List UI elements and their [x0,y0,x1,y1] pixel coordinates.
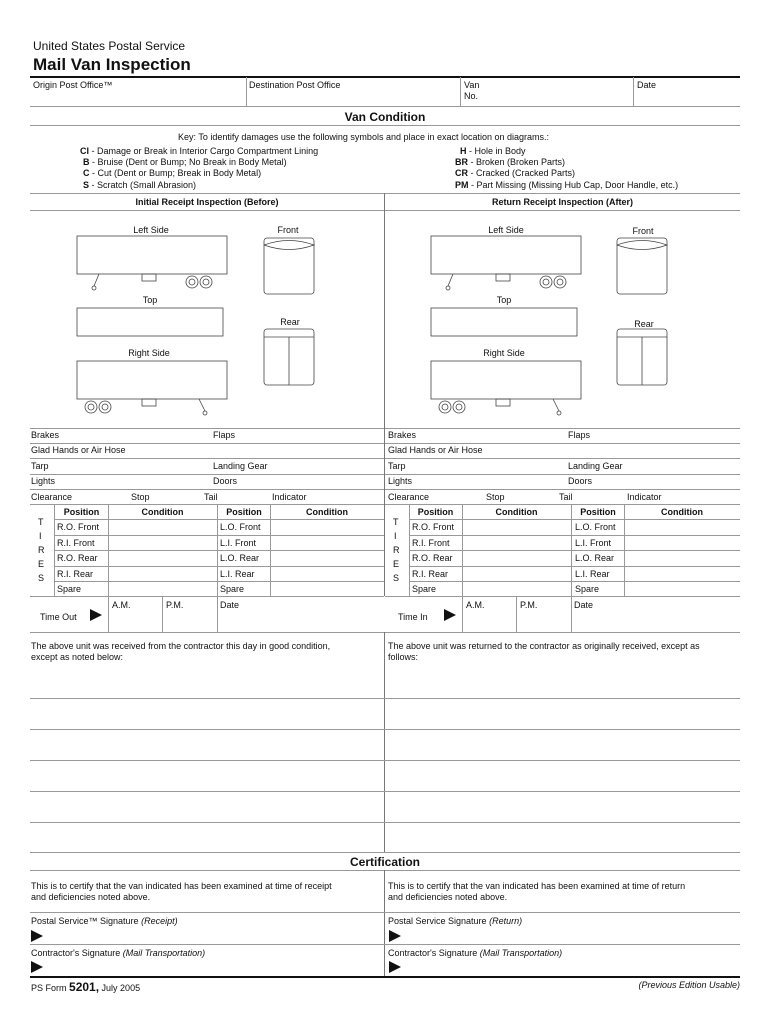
divider [384,428,385,596]
notes-line[interactable] [30,791,740,792]
tire-position: R.I. Front [57,538,95,548]
am-label: A.M. [112,600,131,610]
divider [54,581,384,582]
symbol-h: H - Hole in Body [460,146,526,156]
notes-line[interactable] [30,729,740,730]
position-header-return: Position [417,507,454,517]
divider [108,596,109,632]
glad-hands-label: Glad Hands or Air Hose [31,445,126,455]
divider [30,193,740,194]
edition-note: (Previous Edition Usable) [638,980,740,990]
van-condition-title: Van Condition [344,110,426,124]
tire-position: L.I. Rear [575,569,610,579]
top-van-diagram-return [430,307,580,339]
right-side-van-diagram-return [428,359,588,419]
certify-return-line2: and deficiencies noted above. [388,892,508,902]
right-side-van-diagram [74,359,234,419]
front-van-diagram [262,236,318,298]
date-label-in: Date [574,600,594,610]
tires-letter: E [393,559,400,569]
key-text: Key: To identify damages use the following symbols and place in exact location on diagrams.: [178,132,550,142]
brakes-label-return: Brakes [388,430,417,440]
divider [385,458,740,459]
divider [385,504,740,505]
tires-letter: S [393,573,400,583]
origin-label: Origin Post Office™ [33,80,113,90]
clearance-label: Clearance [31,492,73,502]
stop-label-return: Stop [486,492,505,502]
divider [54,566,384,567]
divider [54,519,384,520]
divider [54,550,384,551]
divider [409,566,740,567]
landing-gear-label-return: Landing Gear [568,461,623,471]
arrow-right-icon [31,930,43,942]
divider [30,912,740,913]
tire-position: L.O. Front [220,522,261,532]
certification-title: Certification [349,855,420,869]
divider [30,852,740,853]
signature-line[interactable] [30,944,740,945]
tire-position: Spare [57,584,82,594]
left-side-label: Left Side [133,225,169,235]
certify-receipt-line1: This is to certify that the van indicated has been examined at time of receipt [31,881,332,891]
tires-letter: R [38,545,45,555]
divider [30,596,384,597]
return-receipt-title: Return Receipt Inspection (After) [491,197,633,207]
landing-gear-label: Landing Gear [213,461,268,471]
tire-position: R.O. Front [57,522,100,532]
arrow-right-icon [90,609,102,621]
divider [385,596,740,597]
divider [409,519,740,520]
tire-position: L.I. Front [220,538,257,548]
left-side-van-diagram [74,234,234,294]
notes-line[interactable] [30,760,740,761]
divider [30,458,384,459]
signature-line[interactable] [30,976,740,978]
received-statement-line1: The above unit was received from the contractor this day in good condition, [31,641,331,651]
lights-label: Lights [31,476,56,486]
divider [409,535,740,536]
am-label-in: A.M. [466,600,485,610]
left-side-label-return: Left Side [488,225,524,235]
right-side-label: Right Side [128,348,170,358]
divider [30,443,384,444]
tires-letter: I [39,531,42,541]
divider [385,489,740,490]
tires-letter: T [38,517,44,527]
date-label-out: Date [220,600,240,610]
divider [460,77,461,106]
divider [30,125,740,126]
tires-letter: E [38,559,45,569]
rear-van-diagram-return [615,327,671,389]
divider [385,474,740,475]
contractor-signature-return-label: Contractor's Signature (Mail Transportation) [388,948,563,958]
time-in-label: Time In [398,612,428,622]
divider [384,632,385,852]
arrow-right-icon [389,961,401,973]
divider [409,581,740,582]
arrow-right-icon [31,961,43,973]
clearance-label-return: Clearance [388,492,430,502]
tail-label: Tail [204,492,218,502]
postal-signature-return-label: Postal Service Signature (Return) [388,916,523,926]
tire-position: R.I. Front [412,538,450,548]
tail-label-return: Tail [559,492,573,502]
divider [246,77,247,106]
divider [384,193,385,428]
front-label-return: Front [632,226,654,236]
tire-position: Spare [220,584,245,594]
flaps-label-return: Flaps [568,430,591,440]
tarp-label: Tarp [31,461,49,471]
form-title: Mail Van Inspection [33,55,191,74]
notes-line[interactable] [30,822,740,823]
stop-label: Stop [131,492,150,502]
divider [30,504,384,505]
van-label: Van [464,80,480,90]
destination-label: Destination Post Office [249,80,341,90]
pm-label-in: P.M. [520,600,538,610]
symbol-br: BR - Broken (Broken Parts) [455,157,566,167]
divider [30,210,740,211]
van-no-label: No. [464,91,479,101]
divider [30,870,740,871]
divider [30,474,384,475]
doors-label-return: Doors [568,476,593,486]
divider [30,106,740,107]
glad-hands-label-return: Glad Hands or Air Hose [388,445,483,455]
divider [54,535,384,536]
divider [162,596,163,632]
symbol-ci: CI - Damage or Break in Interior Cargo Compartment Lining [80,146,319,156]
symbol-s: S - Scratch (Small Abrasion) [83,180,197,190]
tires-letter: R [393,545,400,555]
lights-label-return: Lights [388,476,413,486]
symbol-c: C - Cut (Dent or Bump; Break in Body Metal) [83,168,262,178]
arrow-right-icon [444,609,456,621]
tire-position: L.O. Rear [575,553,615,563]
returned-statement-line2: follows: [388,652,419,662]
time-out-label: Time Out [40,612,77,622]
position-header: Position [226,507,262,517]
symbol-pm: PM - Part Missing (Missing Hub Cap, Door Handle, etc.) [455,180,679,190]
certify-receipt-line2: and deficiencies noted above. [31,892,151,902]
contractor-signature-receipt-label: Contractor's Signature (Mail Transportation) [31,948,206,958]
top-van-diagram [76,307,226,339]
tire-position: R.I. Rear [412,569,449,579]
doors-label: Doors [213,476,238,486]
date-label: Date [637,80,657,90]
tire-position: Spare [412,584,437,594]
brakes-label: Brakes [31,430,60,440]
tire-position: L.O. Front [575,522,616,532]
initial-receipt-title: Initial Receipt Inspection (Before) [135,197,279,207]
divider [409,550,740,551]
pm-label: P.M. [166,600,184,610]
tires-letter: S [38,573,45,583]
rear-label: Rear [280,317,300,327]
tire-position: R.O. Front [412,522,455,532]
tarp-label-return: Tarp [388,461,406,471]
position-header: Position [63,507,100,517]
notes-line[interactable] [30,698,740,699]
divider [516,596,517,632]
tire-position: L.I. Front [575,538,612,548]
form-id: PS Form 5201, July 2005 [31,980,141,994]
condition-header-return: Condition [661,507,703,517]
divider [384,870,385,976]
divider [385,443,740,444]
certify-return-line1: This is to certify that the van indicated has been examined at time of return [388,881,686,891]
divider [462,596,463,632]
tire-position: R.O. Rear [412,553,453,563]
tire-position: R.O. Rear [57,553,98,563]
top-label: Top [142,295,158,305]
divider [571,596,572,632]
arrow-right-icon [389,930,401,942]
rear-van-diagram [262,327,318,389]
right-side-label-return: Right Side [483,348,525,358]
front-label: Front [277,225,299,235]
tire-position: L.I. Rear [220,569,255,579]
front-van-diagram-return [615,236,671,298]
indicator-label: Indicator [272,492,307,502]
postal-signature-receipt-label: Postal Service™ Signature (Receipt) [31,916,178,926]
divider [30,632,740,633]
position-header-return: Position [580,507,616,517]
indicator-label-return: Indicator [627,492,662,502]
flaps-label: Flaps [213,430,236,440]
returned-statement-line1: The above unit was returned to the contractor as originally received, except as [388,641,700,651]
divider [30,489,384,490]
divider [217,596,218,632]
condition-header-return: Condition [495,507,538,517]
condition-header: Condition [306,507,348,517]
tire-position: L.O. Rear [220,553,260,563]
top-label-return: Top [496,295,512,305]
tires-letter: T [393,517,399,527]
rear-label-return: Rear [634,319,654,329]
divider [30,428,740,429]
tire-position: Spare [575,584,600,594]
received-statement-line2: except as noted below: [31,652,124,662]
agency-name: United States Postal Service [33,39,186,53]
condition-header: Condition [141,507,184,517]
divider [633,77,634,106]
symbol-cr: CR - Cracked (Cracked Parts) [455,168,576,178]
left-side-van-diagram-return [428,234,588,294]
symbol-b: B - Bruise (Dent or Bump; No Break in Body Metal) [83,157,287,167]
tire-position: R.I. Rear [57,569,94,579]
tires-letter: I [394,531,397,541]
